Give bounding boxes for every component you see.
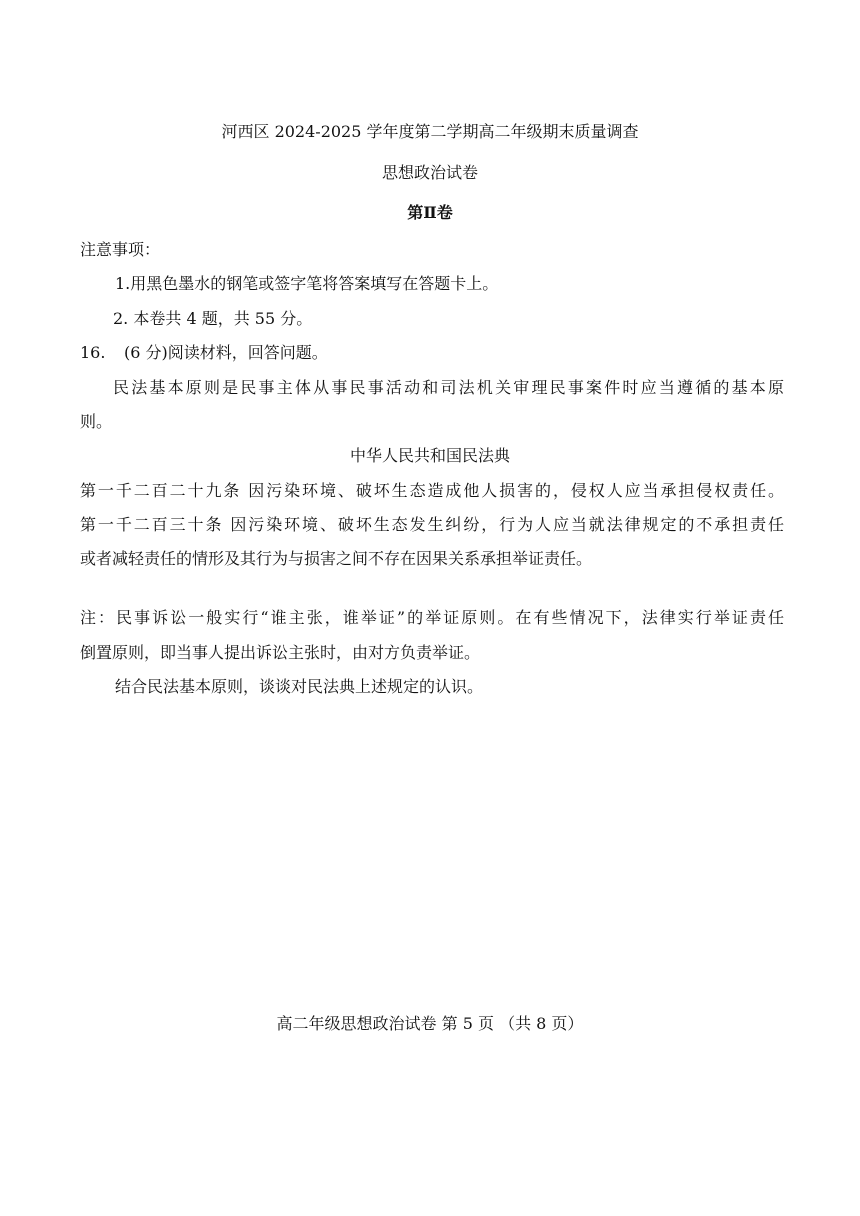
- law-title: 中华人民共和国民法典: [349, 446, 510, 465]
- exam-title: 河西区 2024-2025 学年度第二学期高二年级期末质量调查: [221, 122, 639, 141]
- notice-item-2: 2. 本卷共 4 题，共 55 分。: [113, 309, 313, 328]
- page-footer: 高二年级思想政治试卷 第 5 页 （共 8 页）: [276, 1014, 584, 1033]
- notice-heading: 注意事项：: [80, 240, 161, 259]
- article-1230-line-1: 第一千二百三十条 因污染环境、破坏生态发生纠纷，行为人应当就法律规定的不承担责任: [80, 515, 784, 534]
- article-1230-line-2: 或者减轻责任的情形及其行为与损害之间不存在因果关系承担举证责任。: [80, 549, 593, 568]
- material-line-2: 则。: [80, 412, 113, 431]
- article-1229: 第一千二百二十九条 因污染环境、破坏生态造成他人损害的，侵权人应当承担侵权责任。: [80, 481, 784, 500]
- question-number: 16.: [80, 343, 106, 362]
- note-line-2: 倒置原则，即当事人提出诉讼主张时，由对方负责举证。: [80, 643, 481, 662]
- exam-volume: 第Ⅱ卷: [407, 203, 453, 222]
- task-prompt: 结合民法基本原则，谈谈对民法典上述规定的认识。: [115, 677, 484, 696]
- note-line-1: 注：民事诉讼一般实行“谁主张，谁举证”的举证原则。在有些情况下，法律实行举证责任: [80, 608, 784, 627]
- notice-item-1: 1.用黑色墨水的钢笔或签字笔将答案填写在答题卡上。: [115, 274, 499, 293]
- material-line-1: 民法基本原则是民事主体从事民事活动和司法机关审理民事案件时应当遵循的基本原: [113, 378, 784, 397]
- exam-subject: 思想政治试卷: [381, 163, 478, 182]
- question-prompt: (6 分)阅读材料，回答问题。: [124, 343, 328, 362]
